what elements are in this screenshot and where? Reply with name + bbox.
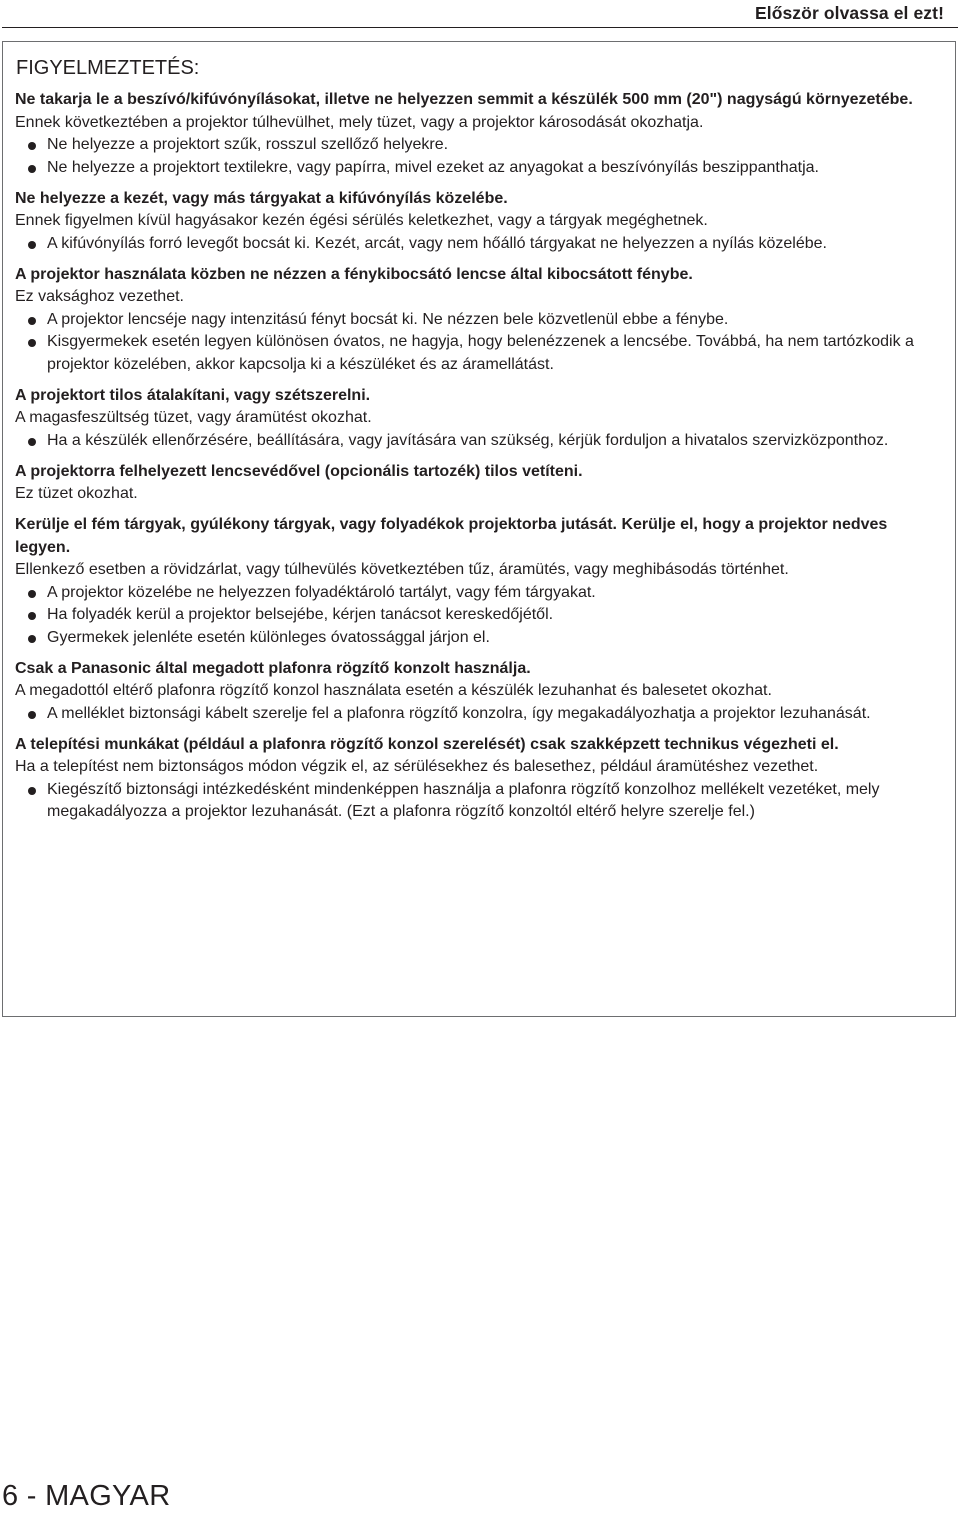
- bullet-dot-icon: [28, 317, 36, 325]
- list-item: [15, 604, 943, 627]
- page-header-title: Először olvassa el ezt!: [754, 3, 944, 23]
- section-text: Ellenkező esetben a rövidzárlat, vagy túlhevülés következtében tűz, áramütés, vagy meghibásodás történhet.: [15, 561, 789, 578]
- list-item: [15, 627, 943, 650]
- bullet-list: [15, 430, 943, 453]
- bullet-text: A projektor közelébe ne helyezzen folyadéktároló tartályt, vagy fém tárgyakat.: [47, 583, 596, 601]
- bullet-dot-icon: [28, 142, 36, 150]
- bullet-text: Ha a készülék ellenőrzésére, beállítására, vagy javítására van szükség, kérjük forduljon a hivatalos szervizközponthoz.: [47, 431, 889, 449]
- bullet-dot-icon: [28, 241, 36, 249]
- bullet-list: [15, 779, 943, 824]
- warning-heading: FIGYELMEZTETÉS:: [16, 57, 200, 79]
- bullet-list: [15, 233, 943, 256]
- page-number-footer: 6 - MAGYAR: [2, 1480, 171, 1512]
- list-item: [15, 779, 943, 824]
- bullet-text: A kifúvónyílás forró levegőt bocsát ki. Kezét, arcát, vagy nem hőálló tárgyakat ne helyezzen a nyílás közelébe.: [47, 234, 827, 252]
- section-title: A projektort tilos átalakítani, vagy szétszerelni.: [15, 386, 371, 404]
- bullet-dot-icon: [28, 612, 36, 620]
- header-divider: [2, 27, 958, 28]
- section-text: Ha a telepítést nem biztonságos módon végzik el, az sérülésekhez és balesethez, például áramütéshez vezethet.: [15, 758, 819, 775]
- bullet-dot-icon: [28, 590, 36, 598]
- section-text: Ez vaksághoz vezethet.: [15, 288, 184, 305]
- warning-section: [15, 188, 943, 256]
- section-text: Ennek figyelmen kívül hagyásakor kezén égési sérülés keletkezhet, vagy a tárgyak megéghetnek.: [15, 212, 708, 229]
- bullet-text: Ne helyezze a projektort szűk, rosszul szellőző helyekre.: [47, 136, 449, 153]
- warning-box: [2, 41, 956, 1017]
- list-item: [15, 134, 943, 157]
- bullet-list: [15, 309, 943, 377]
- warning-section: [15, 89, 943, 179]
- bullet-text: Kiegészítő biztonsági intézkedésként mindenképpen használja a plafonra rögzítő konzolhoz mellékelt vezetéket, mely megakadályozza a projektor lezuhanását. (Ezt a plafonra rögzítő konzoltól eltérő helyre szerelje fel.): [47, 780, 880, 820]
- section-text: Ez tüzet okozhat.: [15, 485, 138, 502]
- warning-sections: [15, 89, 943, 824]
- bullet-text: A projektor lencséje nagy intenzitású fényt bocsát ki. Ne nézzen bele közvetlenül ebbe a fénybe.: [47, 310, 729, 328]
- bullet-list: [15, 703, 943, 726]
- section-text: Ennek következtében a projektor túlhevülhet, mely tüzet, vagy a projektor károsodását okozhatja.: [15, 113, 704, 131]
- section-title: Kerülje el fém tárgyak, gyúlékony tárgyak, vagy folyadékok projektorba jutását. Kerülje el, hogy a projektor nedves legyen.: [15, 516, 888, 556]
- section-text: A megadottól eltérő plafonra rögzítő konzol használata esetén a készülék lezuhanhat és balesetet okozhat.: [15, 682, 772, 699]
- section-title: A projektor használata közben ne nézzen a fénykibocsátó lencse által kibocsátott fénybe.: [15, 265, 693, 283]
- section-title: A telepítési munkákat (például a plafonra rögzítő konzol szerelését) csak szakképzett technikus végezheti el.: [15, 735, 839, 753]
- list-item: [15, 157, 943, 180]
- warning-section: [15, 385, 943, 453]
- list-item: [15, 582, 943, 605]
- section-text: A magasfeszültség tüzet, vagy áramütést okozhat.: [15, 409, 372, 426]
- warning-section: [15, 461, 943, 506]
- bullet-list: [15, 582, 943, 650]
- list-item: [15, 331, 943, 376]
- warning-section: [15, 514, 943, 649]
- list-item: [15, 430, 943, 453]
- bullet-dot-icon: [28, 438, 36, 446]
- bullet-dot-icon: [28, 339, 36, 347]
- bullet-dot-icon: [28, 711, 36, 719]
- bullet-list: [15, 134, 943, 179]
- bullet-text: Ne helyezze a projektort textilekre, vagy papírra, mivel ezeket az anyagokat a beszívónyílás beszippanthatja.: [47, 158, 819, 176]
- bullet-text: Kisgyermekek esetén legyen különösen óvatos, ne hagyja, hogy belenézzenek a lencsébe. Továbbá, ha nem tartózkodik a projektor közelében, akkor kapcsolja ki a készüléket és az áramellátást.: [47, 333, 914, 373]
- section-title: Csak a Panasonic által megadott plafonra rögzítő konzolt használja.: [15, 659, 531, 677]
- section-title: Ne helyezze a kezét, vagy más tárgyakat a kifúvónyílás közelébe.: [15, 189, 508, 207]
- bullet-dot-icon: [28, 787, 36, 795]
- bullet-dot-icon: [28, 635, 36, 643]
- list-item: [15, 309, 943, 332]
- bullet-dot-icon: [28, 165, 36, 173]
- warning-section: [15, 734, 943, 824]
- list-item: [15, 703, 943, 726]
- warning-section: [15, 264, 943, 377]
- bullet-text: Ha folyadék kerül a projektor belsejébe, kérjen tanácsot kereskedőjétől.: [47, 606, 554, 623]
- list-item: [15, 233, 943, 256]
- bullet-text: Gyermekek jelenléte esetén különleges óvatossággal járjon el.: [47, 628, 490, 646]
- section-title: Ne takarja le a beszívó/kifúvónyílásokat, illetve ne helyezzen semmit a készülék 500 mm (20") nagyságú környezetébe.: [15, 91, 913, 108]
- bullet-text: A melléklet biztonsági kábelt szerelje fel a plafonra rögzítő konzolra, így megakadályozhatja a projektor lezuhanását.: [47, 704, 871, 722]
- warning-section: [15, 658, 943, 726]
- section-title: A projektorra felhelyezett lencsevédővel (opcionális tartozék) tilos vetíteni.: [15, 462, 583, 480]
